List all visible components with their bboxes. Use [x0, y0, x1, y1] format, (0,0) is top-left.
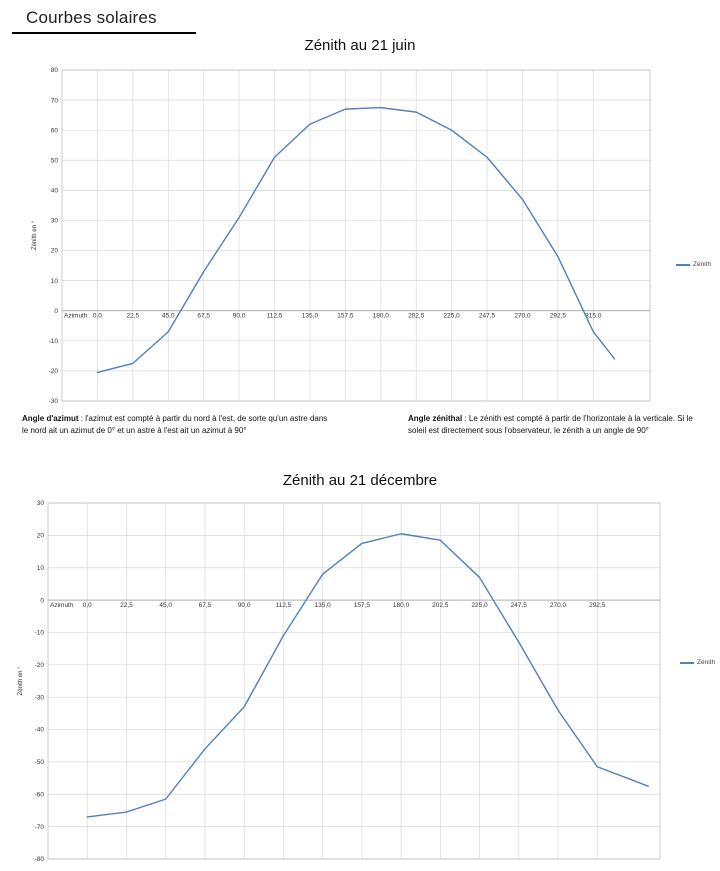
svg-text:315,0: 315,0: [585, 312, 602, 320]
chart-svg-december: [0, 491, 720, 871]
svg-text:67,5: 67,5: [198, 602, 212, 610]
svg-text:80: 80: [50, 67, 58, 75]
svg-text:67,5: 67,5: [197, 312, 211, 320]
note-azimuth-heading: Angle d'azimut: [22, 414, 79, 423]
note-azimuth-text: : l'azimut est compté à partir du nord à l'est, de sorte qu'un astre dans le nord ait un azimut de 0° et un astre à l'est ait un azimut à 90°: [22, 414, 328, 435]
svg-text:0: 0: [40, 597, 44, 605]
svg-text:292,5: 292,5: [549, 312, 567, 320]
chart-area-june: [0, 56, 720, 411]
legend-december: [680, 659, 715, 666]
legend-label: Zénith: [697, 659, 716, 666]
svg-text:60: 60: [50, 127, 58, 135]
svg-text:-30: -30: [48, 398, 58, 406]
svg-text:180,0: 180,0: [392, 602, 410, 610]
svg-text:247,5: 247,5: [478, 312, 496, 320]
svg-text:112,5: 112,5: [266, 312, 283, 320]
svg-text:90,0: 90,0: [237, 602, 251, 610]
page-title: Courbes solaires: [12, 0, 196, 34]
svg-text:22,5: 22,5: [120, 602, 133, 610]
svg-text:30: 30: [50, 217, 58, 225]
svg-text:225,0: 225,0: [443, 312, 460, 320]
svg-text:0: 0: [54, 307, 58, 315]
chart-block-june: [0, 37, 720, 411]
svg-text:270,0: 270,0: [514, 312, 531, 320]
svg-text:292,5: 292,5: [589, 602, 606, 610]
notes-section: [0, 411, 720, 469]
svg-text:-60: -60: [34, 791, 44, 799]
svg-text:247,5: 247,5: [510, 602, 527, 610]
svg-text:135,0: 135,0: [301, 312, 319, 320]
note-zenith-heading: Angle zénithal: [408, 414, 463, 423]
svg-text:270,0: 270,0: [549, 602, 567, 610]
svg-text:157,5: 157,5: [337, 312, 354, 320]
svg-text:Azimuth: Azimuth: [50, 602, 74, 610]
chart-title-december: Zénith au 21 décembre: [282, 472, 438, 489]
chart-title-june: Zénith au 21 juin: [304, 37, 416, 54]
legend-june: [676, 261, 711, 268]
svg-text:135,0: 135,0: [314, 602, 331, 610]
svg-text:40: 40: [50, 187, 58, 195]
svg-text:0,0: 0,0: [82, 602, 92, 610]
svg-text:-30: -30: [34, 694, 44, 702]
svg-text:-40: -40: [34, 726, 44, 734]
svg-text:Azimuth: Azimuth: [64, 312, 88, 320]
svg-text:10: 10: [50, 277, 58, 285]
note-zenith: [408, 413, 708, 436]
svg-text:45,0: 45,0: [161, 312, 175, 320]
svg-text:202,5: 202,5: [432, 602, 449, 610]
svg-text:112,5: 112,5: [275, 602, 292, 610]
svg-text:180,0: 180,0: [372, 312, 389, 320]
svg-text:-10: -10: [48, 338, 58, 346]
svg-text:-70: -70: [34, 823, 44, 831]
svg-text:157,5: 157,5: [353, 602, 370, 610]
svg-text:-20: -20: [34, 662, 44, 670]
legend-swatch-icon: [676, 264, 690, 266]
svg-text:225,0: 225,0: [471, 602, 488, 610]
note-azimuth: [22, 413, 332, 436]
svg-text:-80: -80: [34, 856, 44, 864]
svg-text:10: 10: [36, 564, 44, 572]
chart-area-december: [0, 491, 720, 871]
svg-text:20: 20: [50, 247, 58, 255]
legend-label: Zénith: [693, 261, 712, 268]
svg-text:-50: -50: [34, 759, 44, 767]
svg-text:202,5: 202,5: [408, 312, 425, 320]
svg-text:Zénith en °: Zénith en °: [18, 666, 24, 696]
svg-text:30: 30: [36, 500, 44, 508]
svg-text:-10: -10: [34, 629, 44, 637]
legend-swatch-icon: [680, 662, 694, 664]
svg-text:50: 50: [50, 157, 58, 165]
chart-svg-june: [0, 56, 720, 411]
svg-text:-20: -20: [48, 368, 58, 376]
svg-text:22,5: 22,5: [126, 312, 140, 320]
svg-text:70: 70: [50, 97, 58, 105]
svg-text:0,0: 0,0: [92, 312, 102, 320]
svg-text:90,0: 90,0: [232, 312, 246, 320]
note-zenith-text: : Le zénith est compté à partir de l'horizontale à la verticale. Si le soleil est directement sous l'observateur, le zénith a un angle de 90°: [408, 414, 693, 435]
svg-text:20: 20: [36, 532, 44, 540]
svg-text:45,0: 45,0: [159, 602, 173, 610]
svg-text:Zénith en °: Zénith en °: [32, 220, 38, 251]
chart-block-december: [0, 472, 720, 871]
